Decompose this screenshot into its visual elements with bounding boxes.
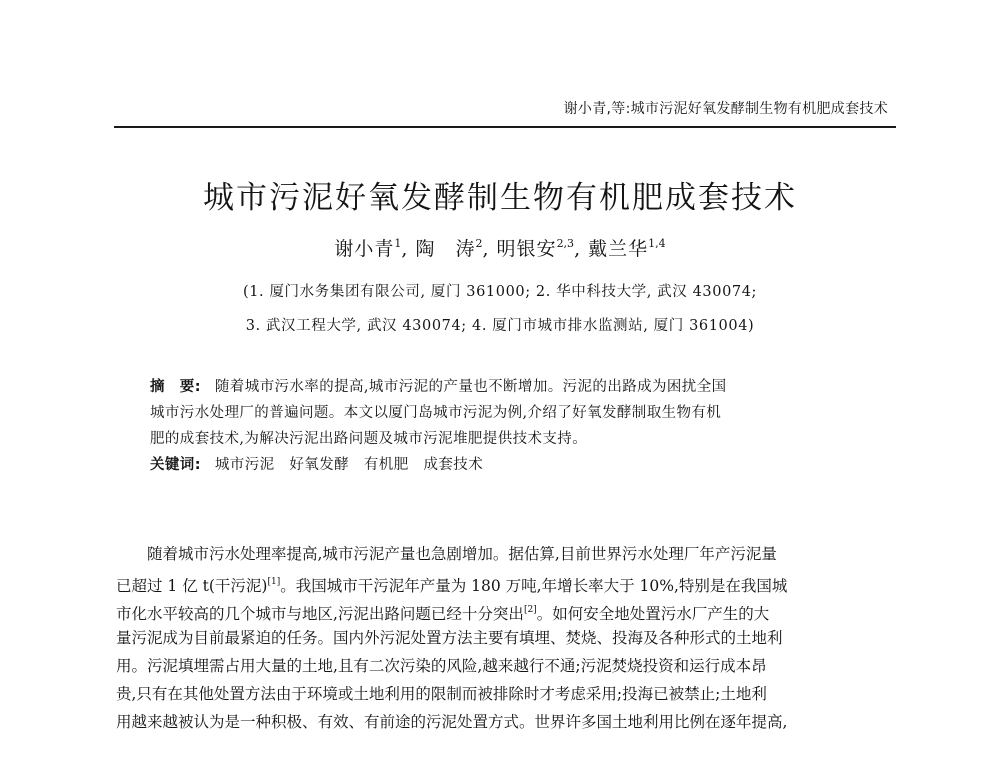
author-name: 戴兰华 xyxy=(588,238,649,260)
author-separator: , xyxy=(482,238,490,260)
author-affiliation-mark: 1,4 xyxy=(648,237,666,250)
abstract-line: 肥的成套技术,为解决污泥出路问题及城市污泥堆肥提供技术支持。 xyxy=(150,431,588,447)
author-name: 谢小青 xyxy=(334,238,395,260)
author-list xyxy=(0,234,1000,261)
running-header xyxy=(114,96,896,128)
keywords-line xyxy=(150,452,860,478)
body-line xyxy=(116,568,896,596)
abstract-text: 随着城市污水率的提高,城市污泥的产量也不断增加。污泥的出路成为困扰全国 xyxy=(214,379,727,395)
body-line: 用。污泥填埋需占用大量的土地,且有二次污染的风险,越来越行不通;污泥焚烧投资和运行成本昂 xyxy=(116,657,767,675)
body-line: 用越来越被认为是一种积极、有效、有前途的污泥处置方式。世界许多国土地利用比例在逐年提高, xyxy=(116,713,788,731)
author-name: 陶 涛 xyxy=(415,238,476,260)
author-separator: , xyxy=(401,238,409,260)
affiliation-line: 3. 武汉工程大学, 武汉 430074; 4. 厦门市城市排水监测站, 厦门 361004) xyxy=(245,318,755,334)
body-line: 量污泥成为目前最紧迫的任务。国内外污泥处置方法主要有填埋、焚烧、投海及各种形式的土地利 xyxy=(116,629,783,647)
body-line: 贵,只有在其他处置方法由于环境或土地利用的限制而被排除时才考虑采用;投海已被禁止;土地利 xyxy=(116,685,767,703)
abstract-line xyxy=(150,374,860,400)
citation-ref: [2] xyxy=(523,605,537,615)
paper-title: 城市污泥好氧发酵制生物有机肥成套技术 xyxy=(203,180,797,216)
abstract-line: 城市污水处理厂的普遍问题。本文以厦门岛城市污泥为例,介绍了好氧发酵制取生物有机 xyxy=(150,405,722,421)
body-text-span: 市化水平较高的几个城市与地区,污泥出路问题已经十分突出 xyxy=(116,605,524,623)
body-line: 随着城市污水处理率提高,城市污泥产量也急剧增加。据估算,目前世界污水处理厂年产污泥量 xyxy=(147,545,777,563)
author-affiliation-mark: 1 xyxy=(394,237,402,250)
author-affiliation-mark: 2,3 xyxy=(556,237,575,250)
author-separator: , xyxy=(574,238,582,260)
body-paragraph xyxy=(116,540,896,736)
body-text-span: 。如何安全地处置污水厂产生的大 xyxy=(536,605,770,623)
body-text-span: 已超过 1 亿 t(干污泥) xyxy=(116,577,268,595)
author-affiliation-mark: 2 xyxy=(475,237,483,250)
running-header-text: 谢小青,等:城市污泥好氧发酵制生物有机肥成套技术 xyxy=(563,101,888,117)
author-name: 明银安 xyxy=(496,238,557,260)
abstract-block xyxy=(150,374,860,478)
body-text-span: 。我国城市干污泥年产量为 180 万吨,年增长率大于 10%,特别是在我国城 xyxy=(280,577,788,595)
citation-ref: [1] xyxy=(267,577,281,587)
keywords-label: 关键词: xyxy=(150,457,201,473)
body-line xyxy=(116,596,896,624)
affiliation-line: (1. 厦门水务集团有限公司, 厦门 361000; 2. 华中科技大学, 武汉 430074; xyxy=(242,284,758,300)
keywords-text: 城市污泥 好氧发酵 有机肥 成套技术 xyxy=(214,457,484,473)
abstract-label: 摘 要: xyxy=(150,379,201,395)
